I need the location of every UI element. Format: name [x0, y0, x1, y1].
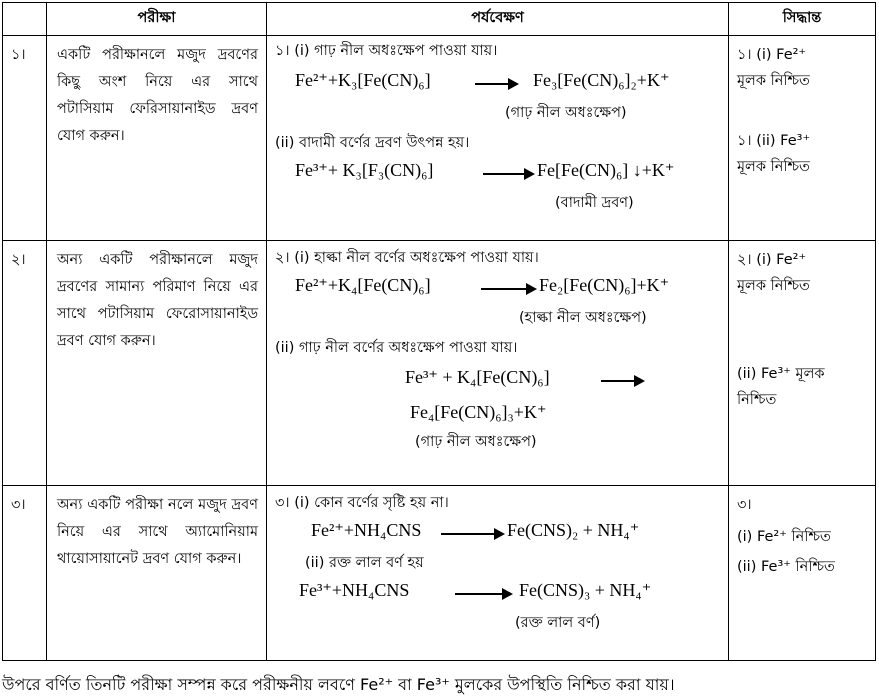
reactants: Fe²⁺+NH₄CNS — [311, 520, 422, 540]
salt-analysis-table — [2, 2, 876, 661]
reaction-arrow-icon — [601, 380, 643, 382]
test-procedure: অন্য একটি পরীক্ষানলে মজুদ দ্রবণের সামান্য পরিমাণ নিয়ে এর সাথে পটাসিয়াম ফেরোসায়ানাইড দ্রবণ যোগ করুন। — [47, 241, 267, 486]
products: Fe(CNS)₃ + NH₄⁺ — [519, 580, 652, 600]
precipitate-note: (হাল্কা নীল অধঃক্ষেপ) — [519, 310, 647, 326]
products: Fe₂[Fe(CN)₆]+K⁺ — [539, 275, 670, 295]
reaction-equation — [275, 158, 722, 188]
solution-note: (বাদামী দ্রবণ) — [555, 195, 634, 211]
row-number: ১। — [3, 36, 47, 241]
table-row — [3, 486, 876, 661]
observation-cell — [267, 486, 729, 661]
reactants: Fe³⁺+NH₄CNS — [299, 580, 410, 600]
conclusion-text: (ii) Fe³⁺ নিশ্চিত — [737, 559, 835, 575]
conclusion-text: ১। (ii) Fe³⁺ — [737, 133, 811, 149]
reactants: Fe³⁺+ K₃[F₃(CN)₆] — [295, 160, 434, 180]
footer-summary: উপরে বর্ণিত তিনটি পরীক্ষা সম্পন্ন করে পরীক্ষনীয় লবণে Fe²⁺ বা Fe³⁺ মুলকের উপস্থিতি নিশ্চিত করা যায়। — [2, 675, 675, 694]
products: Fe[Fe(CN)₆] ↓+K⁺ — [537, 160, 675, 180]
products: Fe₃[Fe(CN)₆]₂+K⁺ — [533, 70, 670, 90]
observation-cell — [267, 36, 729, 241]
conclusion-cell — [729, 486, 876, 661]
reaction-arrow-icon — [455, 593, 511, 595]
test-procedure: একটি পরীক্ষানলে মজুদ দ্রবণের কিছু অংশ নিয়ে এর সাথে পটাসিয়াম ফেরিসায়ানাইড দ্রবণ যোগ করুন। — [47, 36, 267, 241]
reaction-equation — [275, 68, 722, 98]
header-blank — [3, 3, 47, 36]
reaction-equation — [275, 363, 722, 397]
conclusion-text: মূলক নিশ্চিত — [737, 159, 810, 175]
conclusion-text: ১। (i) Fe²⁺ — [737, 47, 807, 63]
header-observation: পর্যবেক্ষণ — [267, 3, 729, 36]
observation-text: ২। (i) হাল্কা নীল বর্ণের অধঃক্ষেপ পাওয়া যায়। — [275, 250, 539, 266]
conclusion-text: মূলক নিশ্চিত — [737, 73, 810, 89]
reactants: Fe²⁺+K₃[Fe(CN)₆] — [295, 70, 431, 90]
header-conclusion: সিদ্ধান্ত — [729, 3, 876, 36]
observation-cell — [267, 241, 729, 486]
color-note: (রক্ত লাল বর্ণ) — [515, 615, 601, 631]
conclusion-text: (ii) Fe³⁺ মূলক — [737, 366, 825, 382]
conclusion-text: ৩। — [737, 497, 752, 513]
test-procedure: অন্য একটি পরীক্ষা নলে মজুদ দ্রবণ নিয়ে এর সাথে অ্যামোনিয়াম থায়োসায়ানেট দ্রবণ যোগ করুন। — [47, 486, 267, 661]
conclusion-text: মূলক নিশ্চিত — [737, 278, 810, 294]
products: Fe(CNS)₂ + NH₄⁺ — [507, 520, 640, 540]
conclusion-text: (i) Fe²⁺ নিশ্চিত — [737, 529, 831, 545]
precipitate-note: (গাঢ় নীল অধঃক্ষেপ) — [415, 434, 537, 450]
table-row — [3, 241, 876, 486]
row-number: ২। — [3, 241, 47, 486]
observation-text: ১। (i) গাঢ় নীল অধঃক্ষেপ পাওয়া যায়। — [275, 43, 498, 59]
reaction-arrow-icon — [481, 288, 535, 290]
reaction-equation — [275, 518, 722, 548]
conclusion-cell — [729, 36, 876, 241]
observation-text: (ii) রক্ত লাল বর্ণ হয় — [305, 555, 424, 571]
observation-text: (ii) গাঢ় নীল বর্ণের অধঃক্ষেপ পাওয়া যায়। — [275, 340, 518, 356]
conclusion-text: ২। (i) Fe²⁺ — [737, 252, 807, 268]
header-test: পরীক্ষা — [47, 3, 267, 36]
table-row — [3, 36, 876, 241]
header-row — [3, 3, 876, 36]
reactants: Fe³⁺ + K₄[Fe(CN)₆] — [405, 367, 550, 387]
observation-text: ৩। (i) কোন বর্ণের সৃষ্টি হয় না। — [275, 495, 449, 511]
row-number: ৩। — [3, 486, 47, 661]
precipitate-note: (গাঢ় নীল অধঃক্ষেপ) — [505, 105, 627, 121]
reaction-equation — [275, 273, 722, 303]
observation-text: (ii) বাদামী বর্ণের দ্রবণ উৎপন্ন হয়। — [275, 135, 470, 151]
reaction-arrow-icon — [483, 173, 533, 175]
products: Fe₄[Fe(CN)₆]₃+K⁺ — [410, 402, 547, 422]
reaction-equation — [275, 578, 722, 608]
conclusion-cell — [729, 241, 876, 486]
reaction-arrow-icon — [441, 533, 503, 535]
reactants: Fe²⁺+K₄[Fe(CN)₆] — [295, 275, 431, 295]
reaction-arrow-icon — [475, 83, 517, 85]
conclusion-text: নিশ্চিত — [737, 392, 777, 408]
